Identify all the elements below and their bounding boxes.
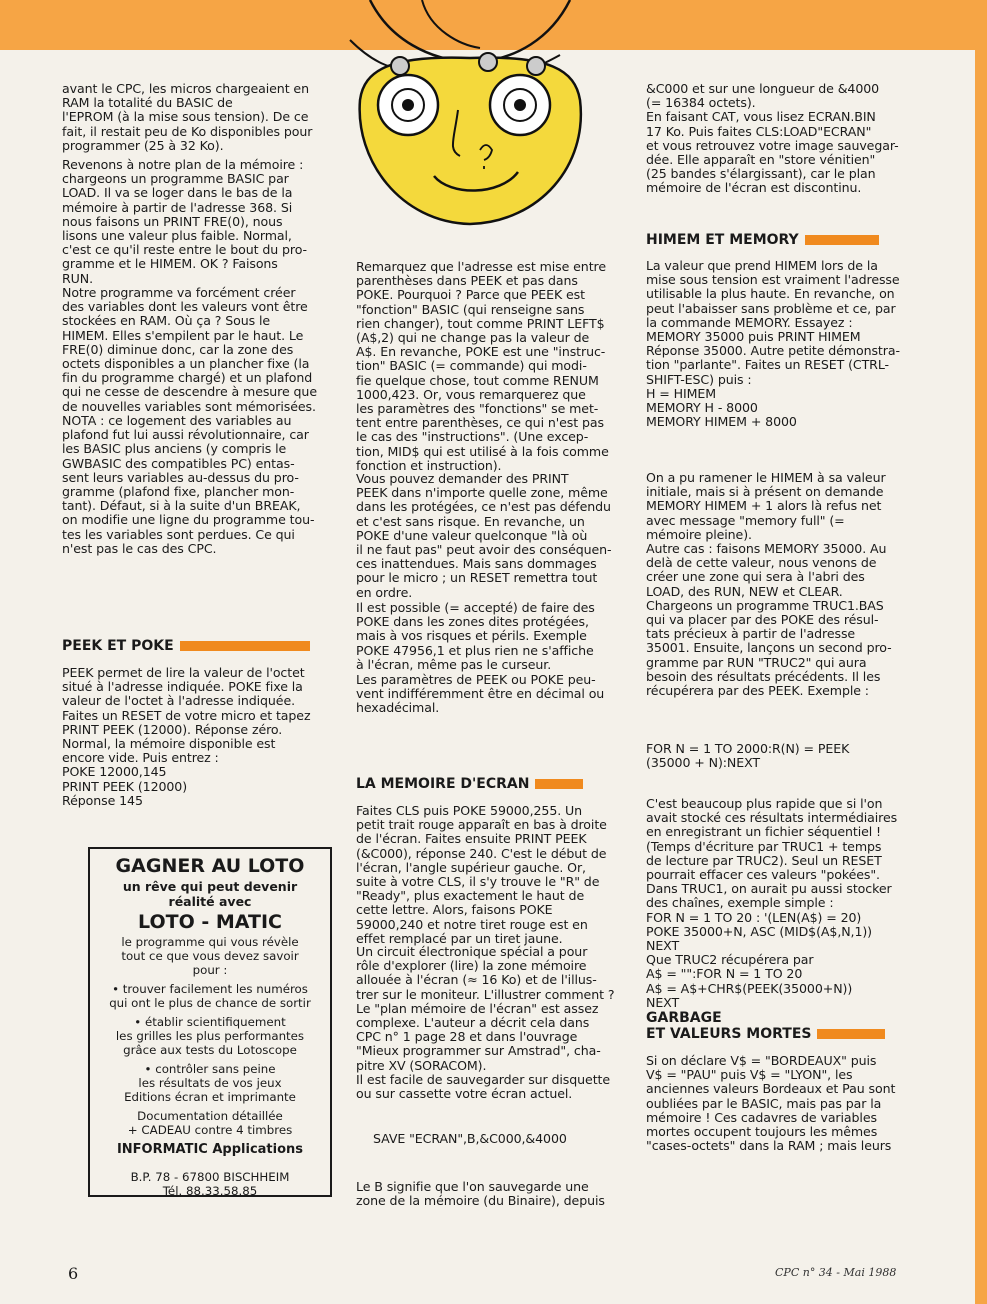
ad-title: GAGNER AU LOTO bbox=[115, 855, 305, 877]
section-heading-memoire-ecran bbox=[356, 776, 628, 792]
section-heading-peek-poke bbox=[62, 638, 332, 654]
ad-product: LOTO - MATIC bbox=[138, 911, 282, 933]
ad-subtitle: un rêve qui peut devenir réalité avec bbox=[122, 879, 298, 909]
ad-bullet: • établir scientifiquement les grilles les plus performantes grâce aux tests du Lotoscope bbox=[115, 1015, 305, 1057]
paragraph: Autre cas : faisons MEMORY 35000. Au delà de cette valeur, nous venons de créer une zone qui sera à l'abri des LOAD, des RUN, NEW et CLEAR. Chargeons un programme TRUC1.BAS qui va placer par des POKE des résul- tats précieux à partir de l'adresse 35001. Ensuite, lançons un second pro- gramme par RUN "TRUC2" qui aura besoin des résultats précédents. Il les récupérera par des PEEK. Exemple : bbox=[646, 541, 892, 699]
right-orange-stripe bbox=[975, 0, 987, 1304]
paragraph: Si on déclare V$ = "BORDEAUX" puis V$ = "PAU" puis V$ = "LYON", les anciennes valeurs Bordeaux et Pau sont oubliées par le BASIC, mais pas par la mémoire ! Ces cadavres de variables mortes occupent toujours les mêmes "cases-octets" dans la RAM ; mais leurs bbox=[646, 1053, 896, 1154]
heading-text: LA MEMOIRE D'ECRAN bbox=[356, 776, 530, 792]
heading-bar bbox=[535, 779, 583, 789]
paragraph: Le B signifie que l'on sauvegarde une zone de la mémoire (du Binaire), depuis bbox=[356, 1179, 605, 1209]
code-line: SAVE "ECRAN",B,&C000,&4000 bbox=[373, 1131, 567, 1146]
paragraph: Il est possible (= accepté) de faire des POKE dans les zones dites protégées, mais à vos risques et périls. Exemple POKE 47956,1 et plus rien ne s'affiche à l'écran, même pas le curseur. bbox=[356, 600, 595, 672]
heading-text: HIMEM ET MEMORY bbox=[646, 232, 799, 248]
ad-intro: le programme qui vous révèle tout ce que vous devez savoir pour : bbox=[121, 935, 299, 977]
paragraph: PEEK permet de lire la valeur de l'octet situé à l'adresse indiquée. POKE fixe la valeur de l'octet à l'adresse indiquée. Faites un RESET de votre micro et tapez PRINT PEEK (12000). Réponse zéro. Normal, la mémoire disponible est encore vide. Puis entrez : POKE 12000,145 PRINT PEEK (12000) Réponse 145 bbox=[62, 665, 311, 808]
paragraph: C'est beaucoup plus rapide que si l'on avait stocké ces résultats intermédiaires en enregistrant un fichier séquentiel ! (Temps d'écriture par TRUC1 + temps de lecture par TRUC2). Seul un RESET pourrait effacer ces valeurs "pokées". Dans TRUC1, on aurait pu aussi stocker des chaînes, exemple simple : FOR N = 1 TO 20 : '(LEN(A$) = 20) POKE 35000+N, ASC (MID$(A$,N,1)) NEXT Que TRUC2 récupérera par A$ = "":FOR N = 1 TO 20 A$ = A$+CHR$(PEEK(35000+N)) NEXT bbox=[646, 796, 898, 1010]
ad-company: INFORMATIC Applications bbox=[116, 1142, 304, 1157]
section-heading-garbage bbox=[646, 1010, 920, 1026]
ad-documentation: Documentation détaillée + CADEAU contre 4 timbres bbox=[127, 1109, 293, 1137]
paragraph: Les paramètres de PEEK ou POKE peu- vent indifféremment être en décimal ou hexadécimal. bbox=[356, 672, 605, 716]
ad-address: B.P. 78 - 67800 BISCHHEIM Tél. 88.33.58.85 bbox=[130, 1170, 290, 1198]
section-heading-himem-memory bbox=[646, 232, 920, 248]
paragraph: Il est facile de sauvegarder sur disquette ou sur cassette votre écran actuel. bbox=[356, 1072, 611, 1102]
paragraph: Faites CLS puis POKE 59000,255. Un petit trait rouge apparaît en bas à droite de l'écran. Faites ensuite PRINT PEEK (&C000), réponse 240. C'est le début de l'écran, l'angle supérieur gauche. Or, suite à votre CLS, il s'y trouve le "R" de "Ready", plus exactement le haut de cette lettre. Alors, faisons POKE 59000,240 et notre tiret rouge est en effet remplacé par un tiret jaune. bbox=[356, 803, 607, 946]
heading-bar bbox=[817, 1029, 885, 1039]
paragraph: La valeur que prend HIMEM lors de la mise sous tension est vraiment l'adresse utilisable la plus haute. En revanche, on peut l'abaisser sans problème et ce, par la commande MEMORY. Essayez : MEMORY 35000 puis PRINT HIMEM Réponse 35000. Autre petite démonstra- tion "parlante". Faites un RESET (CTRL- SHIFT-ESC) puis : H = HIMEM MEMORY H - 8000 MEMORY HIMEM + 8000 bbox=[646, 258, 900, 430]
paragraph: Notre programme va forcément créer des variables dont les valeurs vont être stockées en RAM. Où ça ? Sous le HIMEM. Elles s'empilent par le haut. Le FRE(0) diminue donc, car la zone des octets disponibles a un plancher fixe (la fin du programme chargé) et un plafond qui ne cesse de descendre à mesure que de nouvelles variables sont mémorisées. bbox=[62, 285, 317, 414]
issue-footer: CPC n° 34 - Mai 1988 bbox=[775, 1266, 897, 1279]
paragraph: FOR N = 1 TO 2000:R(N) = PEEK (35000 + N):NEXT bbox=[646, 741, 850, 771]
paragraph: &C000 et sur une longueur de &4000 (= 16384 octets). En faisant CAT, vous lisez ECRAN.BIN 17 Ko. Puis faites CLS:LOAD"ECRAN" et vous retrouvez votre image sauvegar- dée. Elle apparaît en "store vénitien" (25 bandes s'élargissant), car le plan mémoire de l'écran est discontinu. bbox=[646, 81, 899, 196]
paragraph: avant le CPC, les micros chargeaient en RAM la totalité du BASIC de l'EPROM (à la mise sous tension). De ce fait, il restait peu de Ko disponibles pour programmer (25 à 32 Ko). bbox=[62, 81, 313, 153]
heading-text: PEEK ET POKE bbox=[62, 638, 174, 654]
paragraph: Remarquez que l'adresse est mise entre parenthèses dans PEEK et pas dans POKE. Pourquoi ? Parce que PEEK est "fonction" BASIC (qui renseigne sans rien changer), tout comme PRINT LEFT$ (A$,2) qui ne change pas la valeur de A$. En revanche, POKE est une "instruc- tion" BASIC (= commande) qui modi- fie quelque chose, tout comme RENUM 1000,423. Or, vous remarquerez que les paramètres des "fonctions" se met- tent entre parenthèses, ce qui n'est pas le cas des "instructions". (Une excep- tion, MID$ qui est utilisé à la fois comme fonction et instruction). bbox=[356, 259, 609, 473]
page-number: 6 bbox=[68, 1264, 79, 1283]
heading-text: GARBAGE bbox=[646, 1010, 722, 1026]
cartoon-face-illustration bbox=[330, 0, 610, 230]
heading-bar bbox=[805, 235, 879, 245]
heading-text: ET VALEURS MORTES bbox=[646, 1026, 812, 1042]
ad-bullet: • contrôler sans peine les résultats de vos jeux Editions écran et imprimante bbox=[124, 1062, 296, 1104]
heading-bar bbox=[180, 641, 310, 651]
paragraph: On a pu ramener le HIMEM à sa valeur initiale, mais si à présent on demande MEMORY HIMEM + 1 alors là refus net avec message "memory full" (= mémoire pleine). bbox=[646, 470, 886, 542]
paragraph: Vous pouvez demander des PRINT PEEK dans n'importe quelle zone, même dans les protégées, ce n'est pas défendu et c'est sans risque. En revanche, un POKE d'une valeur quelconque "là où il ne faut pas" peut avoir des conséquen- ces inattendues. Mais sans dommages pour le micro ; un RESET remettra tout en ordre. bbox=[356, 471, 612, 600]
ad-bullet: • trouver facilement les numéros qui ont le plus de chance de sortir bbox=[109, 982, 311, 1010]
loto-matic-advert bbox=[88, 847, 332, 1197]
paragraph: Un circuit électronique spécial a pour rôle d'explorer (lire) la zone mémoire allouée à l'écran (≈ 16 Ko) et de l'illus- trer sur le moniteur. L'illustrer comment ? Le "plan mémoire de l'écran" est assez complexe. L'auteur a décrit cela dans CPC n° 1 page 28 et dans l'ouvrage "Mieux programmer sur Amstrad", cha- pitre XV (SORACOM). bbox=[356, 944, 615, 1073]
paragraph: NOTA : ce logement des variables au plafond fut lui aussi révolutionnaire, car les BASIC plus anciens (y compris le GWBASIC des compatibles PC) entas- sent leurs variables au-dessus du pro- gramme (plafond fixe, plancher mon- tant). Défaut, si à la suite d'un BREAK, on modifie une ligne du programme tou- tes les variables sont perdues. Ce qui n'est pas le cas des CPC. bbox=[62, 413, 315, 556]
section-heading-valeurs-mortes bbox=[646, 1026, 920, 1042]
paragraph: Revenons à notre plan de la mémoire : chargeons un programme BASIC par LOAD. Il va se loger dans le bas de la mémoire à partir de l'adresse 368. Si nous faisons un PRINT FRE(0), nous lisons une valeur plus faible. Normal, c'est ce qu'il reste entre le bout du pro- gramme et le HIMEM. OK ? Faisons RUN. bbox=[62, 157, 308, 286]
